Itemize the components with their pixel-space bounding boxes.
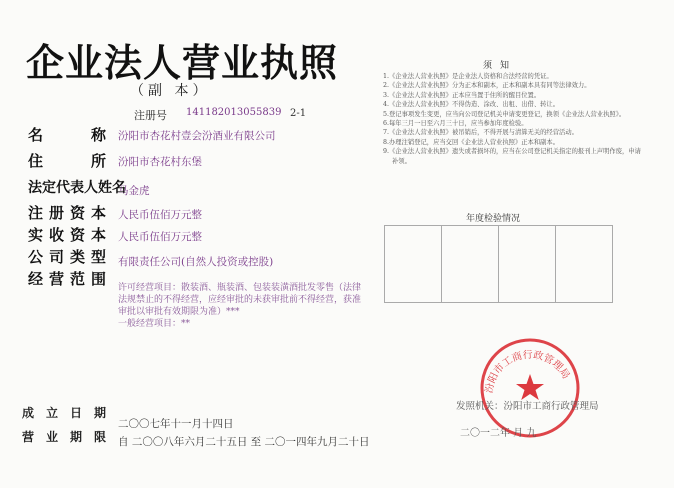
annual-inspection-cell xyxy=(442,226,499,302)
notice-title: 须知 xyxy=(483,61,518,71)
issue-date: 二〇一二年 月 九 xyxy=(460,428,537,439)
business-scope-label: 经 营 范 围 xyxy=(28,270,106,288)
notice-item: 9.《企业法人营业执照》遗失或者损坏的，应当在公司登记机关指定的报刊上声明作废，申请补领。 xyxy=(383,148,641,165)
annual-inspection-title: 年度检验情况 xyxy=(466,214,521,224)
legal-rep-value: 马金虎 xyxy=(118,185,150,197)
notice-item: 2.《企业法人营业执照》分为正本和副本，正本和副本具有同等法律效力。 xyxy=(383,82,591,90)
company-type-label: 公 司 类 型 xyxy=(28,248,106,266)
notice-item: 7.《企业法人营业执照》被吊销后，不得开展与清算无关的经营活动。 xyxy=(383,129,578,137)
business-scope-text xyxy=(118,282,366,330)
notice-item: 4.《企业法人营业执照》不得伪造、涂改、出租、出借、转让。 xyxy=(383,101,560,109)
registration-number-label: 注册号 xyxy=(134,109,167,122)
company-type-value: 有限责任公司(自然人投资或控股) xyxy=(118,256,274,268)
notice-list xyxy=(380,72,642,166)
notice-item: 3.《企业法人营业执照》正本应当置于住所的醒目位置。 xyxy=(383,91,541,99)
annual-inspection-grid xyxy=(384,225,613,303)
notice-item: 1.《企业法人营业执照》是企业法人资格和合法经营的凭证。 xyxy=(383,73,553,80)
license-subtitle: （副 本） xyxy=(130,83,211,99)
business-term-value: 自 二〇〇八年六月二十五日 至 二〇一四年九月二十日 xyxy=(118,436,370,448)
business-scope-general: 一般经营项目：** xyxy=(118,319,191,329)
company-address: 汾阳市杏花村东堡 xyxy=(118,156,202,168)
paid-capital-label: 实 收 资 本 xyxy=(28,226,106,244)
seal-star-icon xyxy=(516,374,544,400)
legal-rep-label: 法定代表人姓名 xyxy=(28,180,126,196)
name-label: 名 称 xyxy=(28,126,106,144)
notice-item: 6.每年三月一日至六月三十日，应当参加年度检验。 xyxy=(383,120,528,128)
notice-item: 8.办理注销登记，应当交回《企业法人营业执照》正本和副本。 xyxy=(383,138,560,146)
establishment-date-label: 成 立 日 期 xyxy=(22,406,106,420)
license-title: 企业法人营业执照 xyxy=(25,41,338,85)
copy-number: 2-1 xyxy=(290,108,307,119)
paid-capital-value: 人民币伍佰万元整 xyxy=(118,231,202,243)
annual-inspection-cell xyxy=(385,226,442,302)
seal-text: 汾阳市工商行政管理局 xyxy=(483,349,572,395)
annual-inspection-cell xyxy=(556,226,612,302)
annual-inspection-cell xyxy=(499,226,556,302)
establishment-date-value: 二〇〇七年十一月十四日 xyxy=(118,418,234,430)
company-name: 汾阳市杏花村壹会汾酒业有限公司 xyxy=(118,130,276,142)
registration-number-value: 141182013055839 xyxy=(186,107,282,118)
business-term-label: 营 业 期 限 xyxy=(22,430,106,444)
business-scope-licensed: 许可经营项目：散装酒、瓶装酒、包装装潢酒批发零售（法律法规禁止的不得经营，应经审批的未获审批前不得经营，获准审批以审批有效期限为准）*** xyxy=(118,283,362,317)
registered-capital-label: 注 册 资 本 xyxy=(28,204,106,222)
notice-item: 5.登记事项发生变更，应当向公司登记机关申请变更登记，换领《企业法人营业执照》。 xyxy=(383,110,626,118)
registered-capital-value: 人民币伍佰万元整 xyxy=(118,209,202,221)
address-label: 住 所 xyxy=(28,152,106,170)
issuing-authority: 发照机关：汾阳市工商行政管理局 xyxy=(456,401,599,412)
